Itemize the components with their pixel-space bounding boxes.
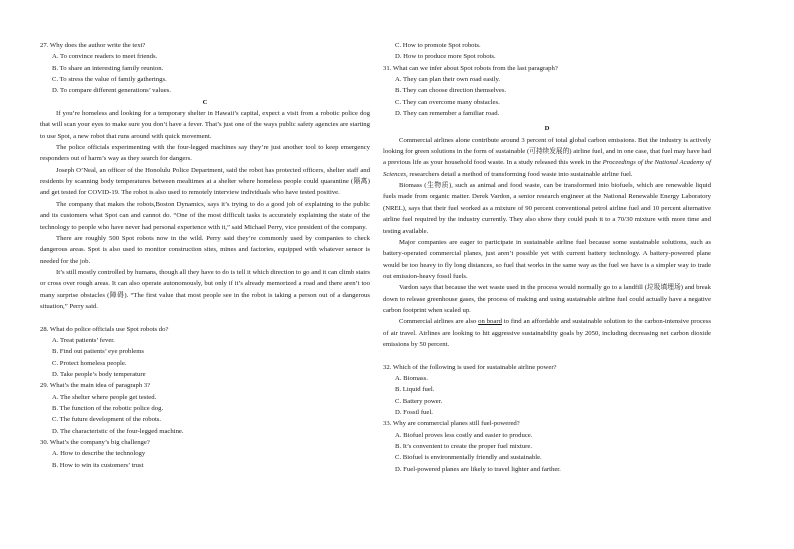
q27-option-a: A. To convince readers to meet friends. [52, 53, 158, 61]
right-column [383, 40, 711, 475]
q32-option-b: B. Liquid fuel. [395, 386, 435, 394]
q31-option-d: D. They can remember a familiar road. [395, 110, 500, 118]
q27-option-c: C. To stress the value of family gatherings. [52, 76, 167, 84]
p1-text-end: , researchers detail a method of transforming food waste into sustainable airline fuel. [406, 170, 633, 178]
p1-text: Commercial airlines alone contribute around 3 percent of total global carbon emissions. But the industry is actively looking for green solutions in the form of sustainable (可持续发展的) airline fuel, and in one case, that fuel may have had a previous life as your household food waste. In a study released this week in the [383, 136, 711, 167]
q33-option-c: C. Biofuel is environmentally friendly and sustainable. [395, 454, 542, 462]
question-29-stem: 29. What’s the main idea of paragraph 3? [40, 382, 151, 390]
left-column [40, 40, 370, 471]
question-32-stem: 32. Which of the following is used for sustainable airline power? [383, 363, 557, 371]
q32-option-d: D. Fossil fuel. [395, 409, 433, 416]
underlined-phrase: on board [478, 318, 502, 326]
q32-option-a: A. Biomass. [395, 374, 428, 382]
q29-option-a: A. The shelter where people get tested. [52, 393, 157, 401]
q27-option-b: B. To share an interesting family reunion. [52, 64, 164, 72]
p5-text-b: to find an affordable and sustainable solution to the carbon-intensive process of air travel. Airlines are looking to hit aggressive sustainability goals by 2050, including decreasing net carbon dioxide emissions by 50 percent. [383, 318, 711, 348]
q28-option-c: C. Protect homeless people. [52, 359, 127, 367]
section-d-heading: D [544, 125, 550, 133]
q30-option-b: B. How to win its customers’ trust [52, 461, 144, 469]
passage-d-paragraph-5 [383, 316, 711, 350]
question-31-stem: 31. What can we infer about Spot robots from the last paragraph? [383, 64, 558, 72]
q28-option-d: D. Take people’s body temperature [52, 370, 146, 378]
q28-option-b: B. Find out patients’ eye problems [52, 348, 145, 356]
passage-c-paragraph-2: The police officials experimenting with the four-legged machines say they’re just another tool to keep emergency responders out of harm’s way as they search for dangers. [40, 144, 370, 163]
p5-text-a: Commercial airlines are also [399, 318, 479, 326]
q31-option-b: B. They can choose direction themselves. [395, 87, 507, 95]
section-c-heading: C [202, 98, 208, 106]
q28-option-a: A. Treat patients’ fever. [52, 336, 115, 344]
question-27-stem: 27. Why does the author write the text? [40, 42, 146, 49]
q31-option-c: C. They can overcome many obstacles. [395, 98, 500, 106]
q30-option-c: C. How to promote Spot robots. [395, 42, 481, 49]
q29-option-d: D. The characteristic of the four-legged machine. [52, 427, 184, 435]
q33-option-b: B. It’s convenient to create the proper fuel mixture. [395, 443, 533, 451]
q32-option-c: C. Battery power. [395, 397, 443, 405]
q27-option-d: D. To compare different generations’ values. [52, 87, 171, 95]
q30-option-d: D. How to produce more Spot robots. [395, 53, 496, 61]
question-30-stem: 30. What’s the company’s big challenge? [40, 439, 150, 447]
passage-d-paragraph-3: Major companies are eager to participate in sustainable airline fuel because some sustainable solutions, such as battery-operated commercial planes, just aren’t possible yet with current battery technology. A battery-powered plane would be too heavy to fly long distances, so fuel that works in the same way as the fuel we have is a simpler way to trade out emission-heavy fossil fuels. [383, 238, 711, 280]
q29-option-b: B. The function of the robotic police dog. [52, 405, 164, 412]
passage-d-paragraph-4: Vardon says that because the wet waste used in the process would normally go to a landfill (垃圾填埋场) and break down to release greenhouse gases, the process of making and using sustainable airline fuel could actually have a negative carbon footprint when scaled up. [383, 284, 711, 314]
question-28-stem: 28. What do police officials use Spot robots do? [40, 325, 169, 333]
passage-d-paragraph-1 [383, 135, 711, 180]
q30-option-a: A. How to describe the technology [52, 450, 146, 458]
question-33-stem: 33. Why are commercial planes still fuel-powered? [383, 420, 520, 428]
passage-c-paragraph-1: If you’re homeless and looking for a temporary shelter in Hawaii’s capital, expect a visit from a robotic police dog that will scan your eyes to make sure you don’t have a fever. That’s just one of the ways public safety agencies are starting to use Spot, a new robot that runs around with quick movement. [40, 110, 370, 140]
q29-option-c: C. The future development of the robots. [52, 416, 162, 424]
passage-c-paragraph-6: It’s still mostly controlled by humans, though all they have to do is tell it which direction to go and it can climb stairs or cross over rough areas. It can also operate autonomously, but only if it’s already memorized a road and there aren’t too many surprise obstacles (障碍). “The first value that most people see in the robot is taking a person out of a dangerous situation,” Perry said. [40, 268, 370, 310]
passage-c-paragraph-5: There are roughly 500 Spot robots now in the wild. Perry said they’re commonly used by companies to check dangerous areas. Spot is also used to monitor construction sites, mines and factories, equipped with whatever sensor is needed for the job. [40, 234, 370, 265]
passage-c-paragraph-3: Joseph O’Neal, an officer of the Honolulu Police Department, said the robot has protected officers, shelter staff and residents by scanning body temperatures between mealtimes at a shelter where homeless people could quarantine (隔离) and get tested for COVID-19. The robot is also used to remotely interview individuals who have tested positive. [40, 166, 370, 197]
q33-option-a: A. Biofuel proves less costly and easier to produce. [395, 431, 533, 439]
passage-c-paragraph-4: The company that makes the robots,Boston Dynamics, says it’s trying to do a good job of explaining to the public and its customers what Spot can and cannot do. “One of the most difficult tasks is accurately explaining the state of the technology to people who have never had personal experience with it,” said Michael Perry, vice president of the company. [40, 200, 370, 231]
q33-option-d: D. Fuel-powered planes are likely to travel lighter and farther. [395, 465, 561, 473]
q31-option-a: A. They can plan their own road easily. [395, 76, 501, 84]
journal-title: Proceedings of the National Academy of Sciences [383, 159, 711, 178]
passage-d-paragraph-2: Biomass (生物质), such as animal and food waste, can be transformed into biofuels, which are renewable liquid fuels made from organic matter. Derek Vardon, a senior research engineer at the National Renewable Energy Laboratory (NREL), says that their fuel worked as a mixture of 90 percent conventional petrol airline fuel and 10 percent alternative airline fuel required by the industry currently. They also show they could push it to a 70/30 mixture with more time and testing available. [383, 182, 711, 235]
